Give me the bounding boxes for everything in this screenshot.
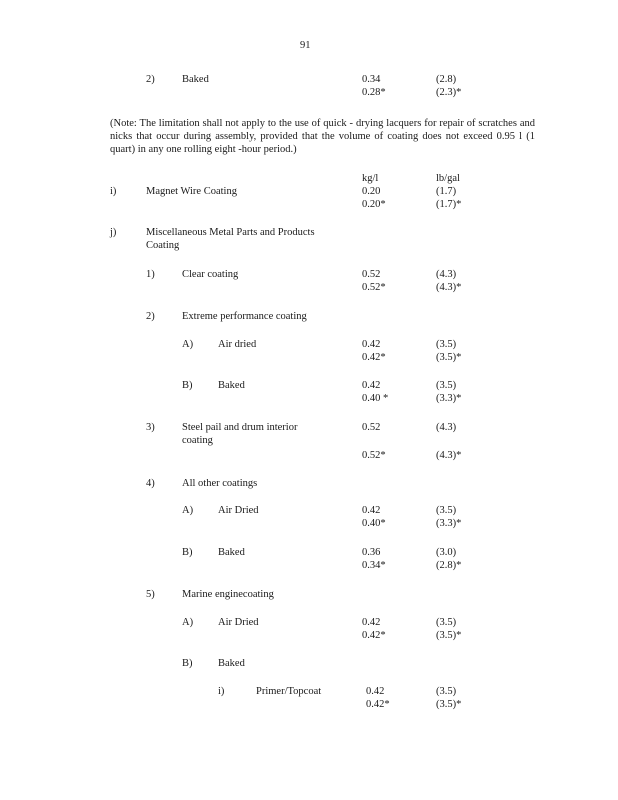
- lb-value: (4.3): [436, 422, 457, 433]
- item-number: i): [110, 186, 117, 197]
- item-label: Clear coating: [182, 269, 239, 280]
- column-header-lb-gal: lb/gal: [436, 173, 460, 184]
- item-number: B): [182, 547, 193, 558]
- kg-value-alt: 0.20*: [362, 199, 386, 210]
- item-number: 3): [146, 422, 155, 433]
- item-number: A): [182, 617, 194, 628]
- lb-value-alt: (3.5)*: [436, 352, 462, 363]
- item-number: 2): [146, 74, 155, 85]
- item-number: 5): [146, 589, 155, 600]
- kg-value: 0.36: [362, 547, 381, 558]
- kg-value-alt: 0.28*: [362, 87, 386, 98]
- lb-value: (1.7): [436, 186, 457, 197]
- item-number: i): [218, 686, 225, 697]
- item-number: A): [182, 505, 194, 516]
- lb-value-alt: (3.5)*: [436, 630, 462, 641]
- item-label: Air dried: [218, 339, 257, 350]
- item-number: 2): [146, 311, 155, 322]
- item-label: Miscellaneous Metal Parts and Products Coating: [146, 227, 315, 251]
- lb-value: (2.8): [436, 74, 457, 85]
- lb-value: (3.5): [436, 339, 457, 350]
- kg-value-alt: 0.40 *: [362, 393, 389, 404]
- kg-value: 0.42: [362, 380, 381, 391]
- kg-value: 0.42: [362, 339, 381, 350]
- lb-value-alt: (3.5)*: [436, 699, 462, 710]
- lb-value-alt: (3.3)*: [436, 518, 462, 529]
- kg-value: 0.52: [362, 422, 381, 433]
- kg-value-alt: 0.34*: [362, 560, 386, 571]
- column-header-kg-l: kg/l: [362, 173, 379, 184]
- item-label: Baked: [218, 658, 245, 669]
- kg-value: 0.42: [366, 686, 385, 697]
- lb-value-alt: (4.3)*: [436, 282, 462, 293]
- kg-value: 0.34: [362, 74, 381, 85]
- item-label: Baked: [218, 380, 245, 391]
- item-number: B): [182, 658, 193, 669]
- lb-value-alt: (1.7)*: [436, 199, 462, 210]
- page-number: 91: [300, 40, 311, 51]
- item-label: Primer/Topcoat: [256, 686, 322, 697]
- lb-value: (3.5): [436, 505, 457, 516]
- item-label: Baked: [182, 74, 209, 85]
- item-label: All other coatings: [182, 478, 258, 489]
- lb-value-alt: (2.8)*: [436, 560, 462, 571]
- kg-value-alt: 0.52*: [362, 282, 386, 293]
- item-label: Marine enginecoating: [182, 589, 274, 600]
- lb-value: (3.5): [436, 380, 457, 391]
- lb-value: (3.5): [436, 686, 457, 697]
- lb-value-alt: (3.3)*: [436, 393, 462, 404]
- item-label: Steel pail and drum interior coating: [182, 422, 298, 446]
- item-label: Extreme performance coating: [182, 311, 307, 322]
- kg-value-alt: 0.42*: [362, 630, 386, 641]
- kg-value-alt: 0.40*: [362, 518, 386, 529]
- kg-value: 0.42: [362, 505, 381, 516]
- kg-value: 0.20: [362, 186, 381, 197]
- item-number: j): [110, 227, 117, 238]
- lb-value-alt: (2.3)*: [436, 87, 462, 98]
- item-number: 1): [146, 269, 155, 280]
- item-number: 4): [146, 478, 155, 489]
- lb-value: (4.3): [436, 269, 457, 280]
- kg-value-alt: 0.42*: [366, 699, 390, 710]
- kg-value: 0.42: [362, 617, 381, 628]
- kg-value-alt: 0.52*: [362, 450, 386, 461]
- kg-value: 0.52: [362, 269, 381, 280]
- note-paragraph: (Note: The limitation shall not apply to the use of quick - drying lacquers for repair of scratches and nicks that occur during assembly, provided that the volume of coating does not exceed 0.95 l (1 quart) in any one rolling eight -hour period.): [110, 118, 535, 155]
- item-label: Magnet Wire Coating: [146, 186, 237, 197]
- item-label: Baked: [218, 547, 245, 558]
- item-label: Air Dried: [218, 505, 259, 516]
- lb-value: (3.5): [436, 617, 457, 628]
- item-label: Air Dried: [218, 617, 259, 628]
- item-number: A): [182, 339, 194, 350]
- item-number: B): [182, 380, 193, 391]
- lb-value: (3.0): [436, 547, 457, 558]
- kg-value-alt: 0.42*: [362, 352, 386, 363]
- lb-value-alt: (4.3)*: [436, 450, 462, 461]
